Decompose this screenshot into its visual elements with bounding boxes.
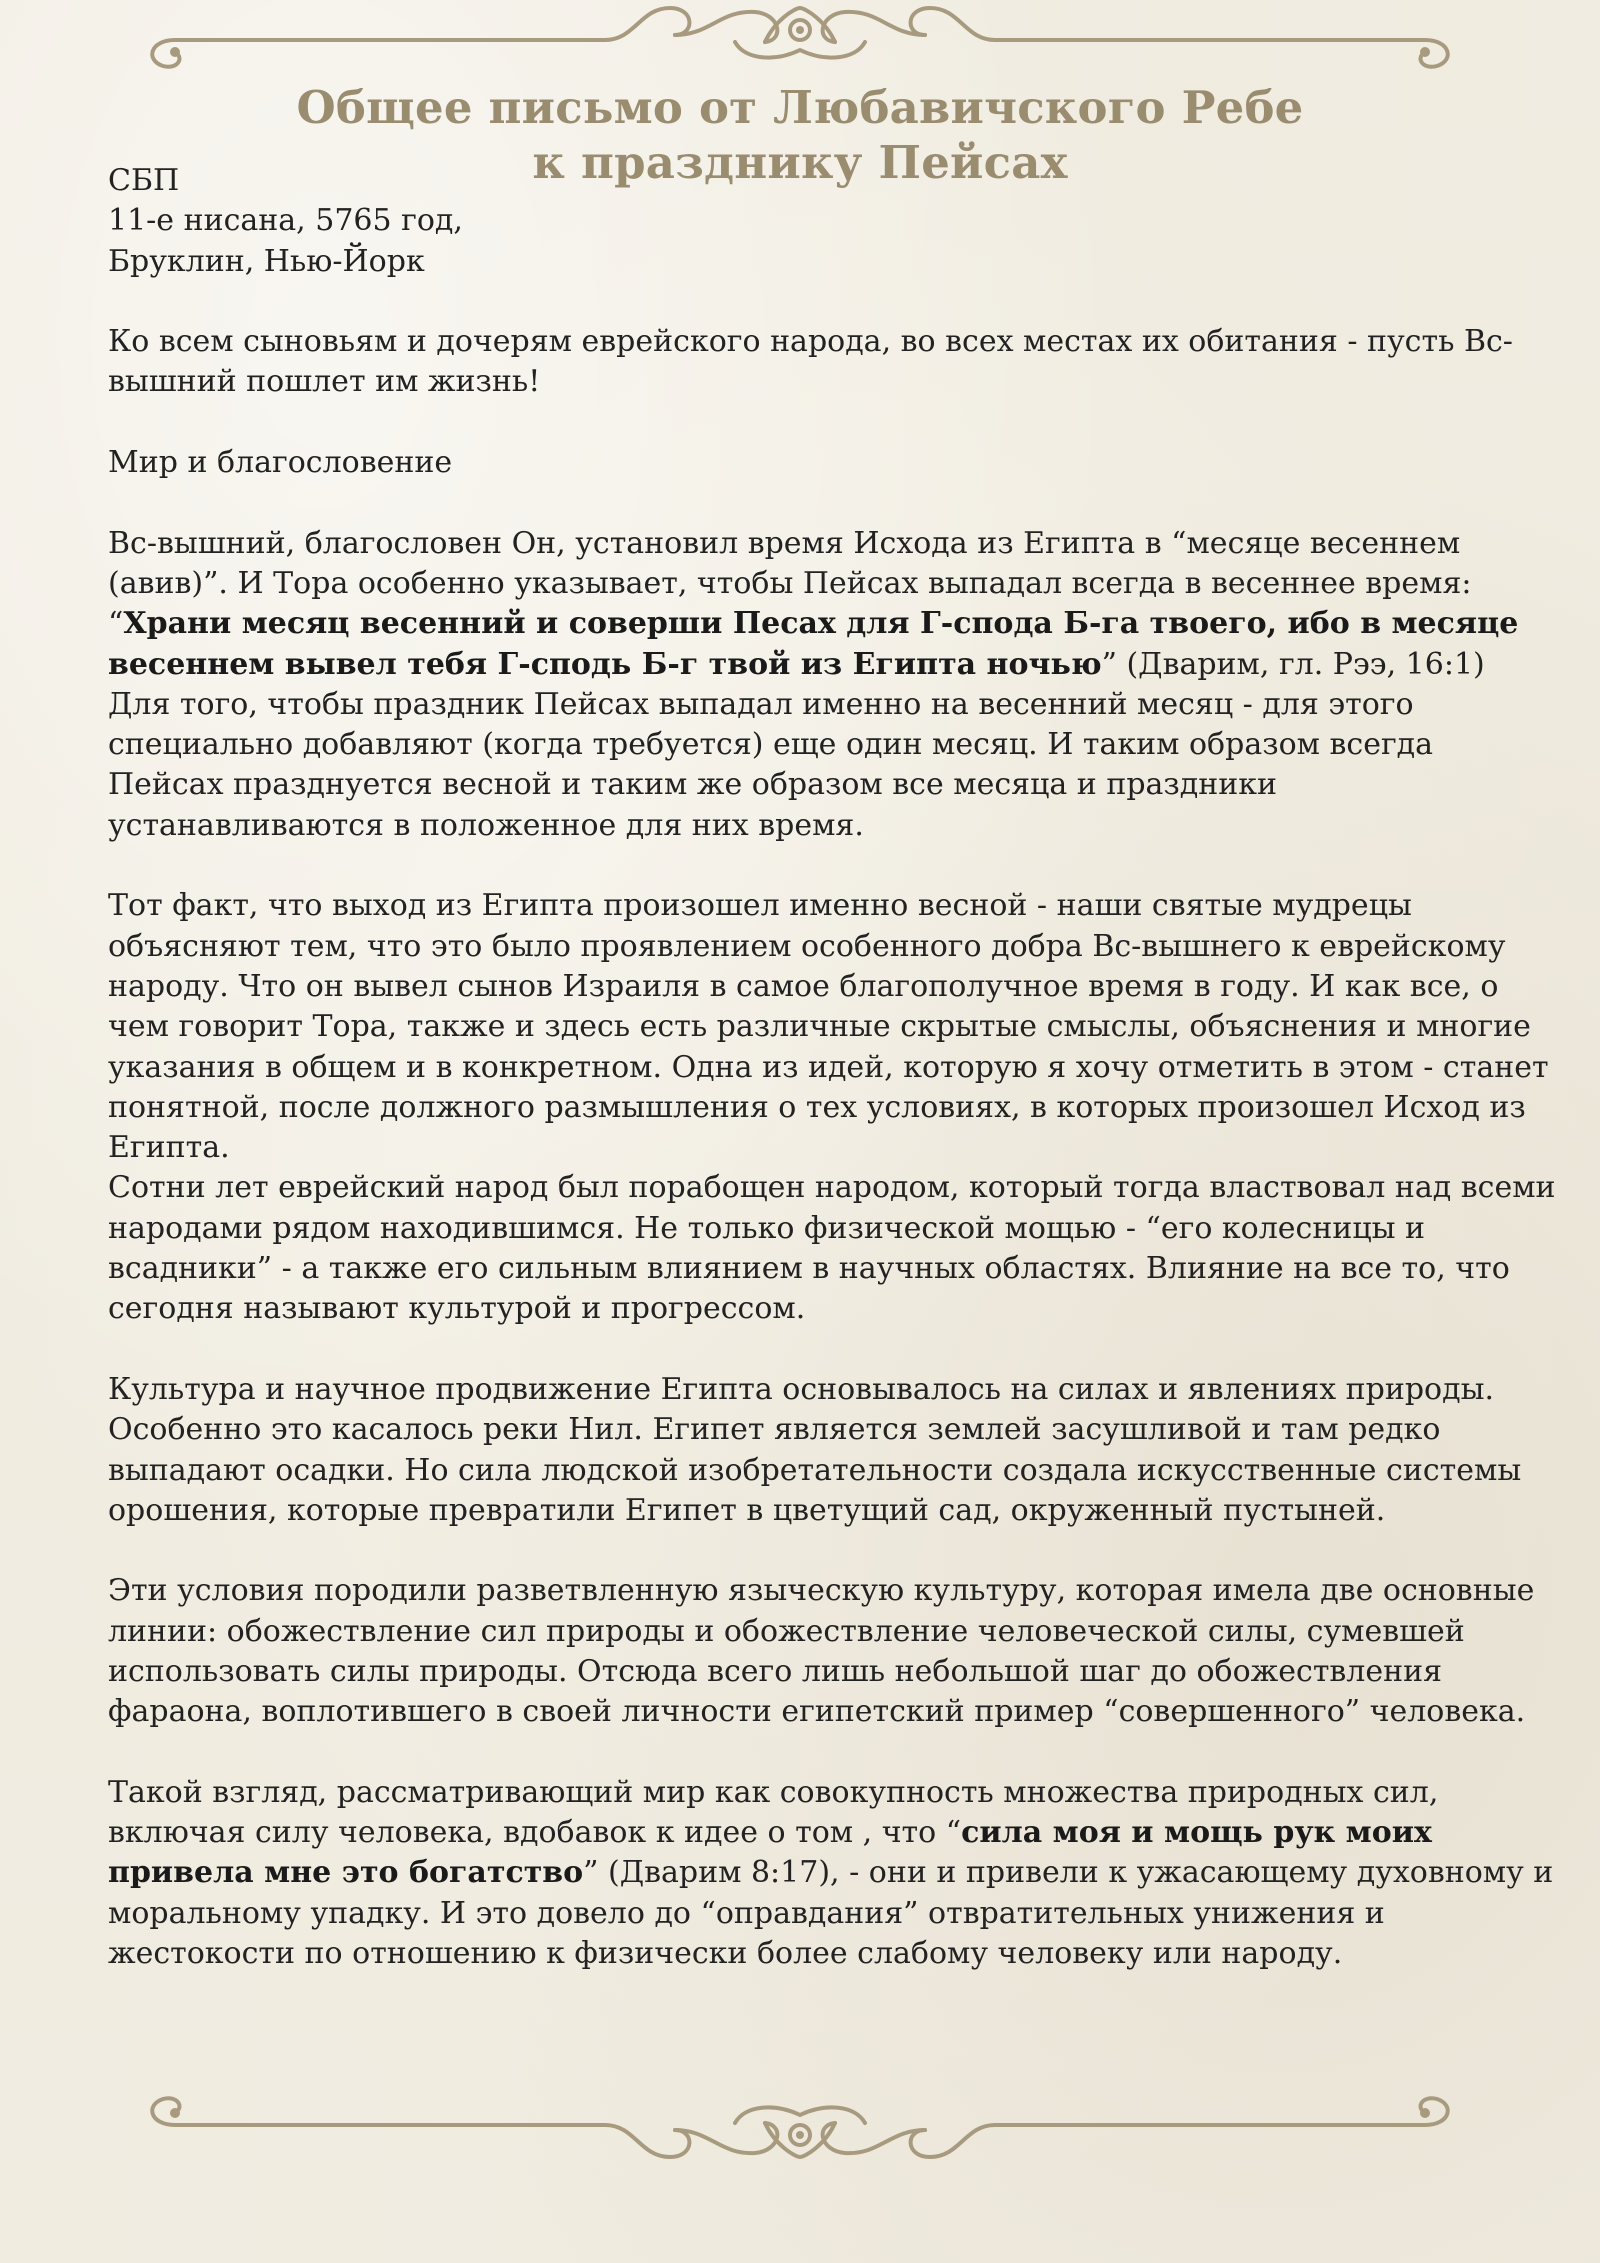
paragraph-4: Сотни лет еврейский народ был порабощен народом, который тогда властвовал над всеми народами рядом находившимся. Не только физической мощью - “его колесницы и всадники” - а также его сильным влиянием в научных областях. Влияние на все то, что сегодня называют культурой и прогрессом. xyxy=(108,1170,1556,1327)
header-place: Бруклин, Нью-Йорк xyxy=(108,243,425,279)
title-line-1: Общее письмо от Любавичского Ребе xyxy=(296,81,1304,134)
paragraph-1-quote: Храни месяц весенний и соверши Песах для Г-спода Б-га твоего, ибо в месяце весеннем вывел тебя Г-сподь Б-г твой из Египта ночью xyxy=(108,606,1519,682)
bottom-ornament-divider xyxy=(135,2075,1465,2165)
letter-body xyxy=(108,161,1558,2015)
greeting-paragraph: Ко всем сыновьям и дочерям еврейского народа, во всех местах их обитания - пусть Вс-вышний пошлет им жизнь! xyxy=(108,324,1513,400)
paragraph-5: Культура и научное продвижение Египта основывалось на силах и явлениях природы. Особенно это касалось реки Нил. Египет является землей засушливой и там редко выпадают осадки. Но сила людской изобретательности создала искусственные системы орошения, которые превратили Египет в цветущий сад, окруженный пустыней. xyxy=(108,1371,1522,1528)
paragraph-7-quote: сила моя и мощь рук моих привела мне это богатство xyxy=(108,1815,1432,1891)
header-date: 11-е нисана, 5765 год, xyxy=(108,203,463,239)
top-ornament-divider xyxy=(135,0,1465,90)
title-line-2: к празднику Пейсах xyxy=(532,136,1068,189)
paragraph-7-rest: ” (Дварим 8:17), - они и привели к ужасающему духовному и моральному упадку. И это довело до “оправдания” отвратительных унижения и жестокости по отношению к физически более слабому человеку или народу. xyxy=(108,1855,1554,1972)
paragraph-7-intro: Такой взгляд, рассматривающий мир как совокупность множества природных сил, включая силу человека, вдобавок к идее о том , что “ xyxy=(108,1774,1439,1851)
paragraph-1 xyxy=(108,524,1558,685)
paragraph-2: Для того, чтобы праздник Пейсах выпадал именно на весенний месяц - для этого специально добавляют (когда требуется) еще один месяц. И таким образом всегда Пейсах празднуется весной и таким же образом все месяца и праздники устанавливаются в положенное для них время. xyxy=(108,686,1434,843)
header-sbp: СБП xyxy=(108,163,180,198)
paragraph-1-reference: ” (Дварим, гл. Рээ, 16:1) xyxy=(1101,646,1485,682)
salutation-paragraph: Мир и благословение xyxy=(108,445,453,481)
paragraph-3: Тот факт, что выход из Египта произошел именно весной - наши святые мудрецы объясняют тем, что это было проявлением особенного добра Вс-вышнего к еврейскому народу. Что он вывел сынов Израиля в самое благополучное время в году. И как все, о чем говорит Тора, также и здесь есть различные скрытые смыслы, объяснения и многие указания в общем и в конкретном. Одна из идей, которую я хочу отметить в этом - станет понятной, после должного размышления о тех условиях, в которых произошел Исход из Египта. xyxy=(108,888,1549,1166)
paragraph-7 xyxy=(108,1773,1558,1974)
paragraph-1-intro: Вс-вышний, благословен Он, установил время Исхода из Египта в “месяце весеннем (авив)”. И Тора особенно указывает, чтобы Пейсах выпадал всегда в весеннее время: “ xyxy=(108,525,1472,642)
paragraph-6: Эти условия породили разветвленную языческую культуру, которая имела две основные линии: обожествление сил природы и обожествление человеческой силы, сумевшей использовать силы природы. Отсюда всего лишь небольшой шаг до обожествления фараона, воплотившего в своей личности египетский пример “совершенного” человека. xyxy=(108,1573,1535,1730)
